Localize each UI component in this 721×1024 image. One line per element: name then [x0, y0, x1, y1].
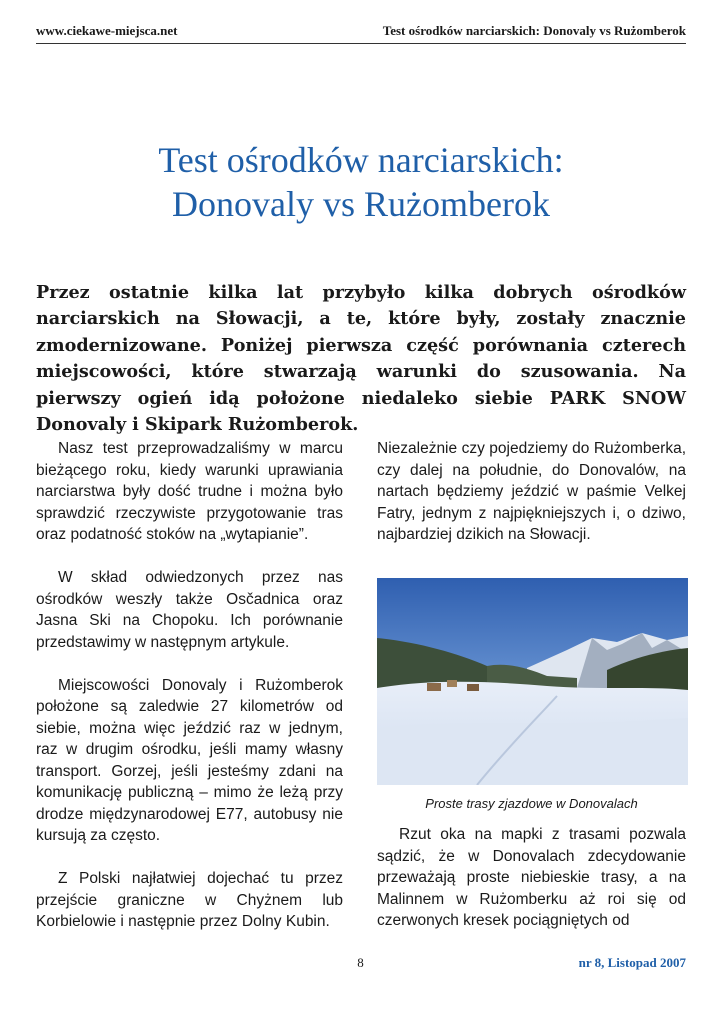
running-title: Test ośrodków narciarskich: Donovaly vs Rużomberok [382, 23, 686, 38]
article-lead: Przez ostatnie kilka lat przybyło kilka dobrych ośrodków narciarskich na Słowacji, a te, które były, zostały znacznie zmodernizowane. Poniżej pierwsza część porównania czterech miejscowości, które stwarzają warunki do szusowania. Na pierwszy ogień idą położone niedaleko siebie PARK SNOW Donovaly i Skipark Rużomberok. [36, 281, 686, 436]
article-title [36, 138, 686, 226]
paragraph: Nasz test przeprowadzaliśmy w marcu bieżącego roku, kiedy warunki uprawiania narciarstwa były dość trudne i można było sprawdzić rzeczywiste przygotowanie tras oraz podatność stoków na „wytapianie”. [36, 440, 343, 543]
photo-caption: Proste trasy zjazdowe w Donovalach [425, 796, 638, 811]
left-column [36, 438, 343, 954]
paragraph: Rzut oka na mapki z trasami pozwala sądzić, że w Donovalach zdecydowanie przeważają proste niebieskie trasy, a na Malinnem w Rużomberku aż roi się od czerwonych kresek pociągniętych od [377, 826, 686, 929]
paragraph: Miejscowości Donovaly i Rużomberok położone są zaledwie 27 kilometrów od siebie, można więc jeździć raz w jednym, raz w drugim ośrodku, jeśli mamy własny transport. Gorzej, jeśli jesteśmy zdani na komunikację publiczną – mimo że leżą przy drodze międzynarodowej E77, autobusy nie kursują za często. [36, 676, 343, 844]
issue-label: nr 8, Listopad 2007 [578, 955, 686, 970]
article-title-line1: Test ośrodków narciarskich: [158, 140, 564, 180]
paragraph: Niezależnie czy pojedziemy do Rużomberka, czy dalej na południe, do Donovalów, na nartach będziemy jeździć w paśmie Velkej Fatry, jednym z najpiękniejszych i, o dziwo, najbardziej dzikich na Słowacji. [377, 440, 686, 543]
article-title-line2: Donovaly vs Rużomberok [172, 184, 550, 224]
ski-slope-photo [377, 578, 688, 785]
paragraph: W skład odwiedzonych przez nas ośrodków weszły także Osčadnica oraz Jasna Ski na Chopoku. Ich porównanie przedstawimy w następnym artykule. [36, 569, 343, 651]
paragraph: Z Polski najłatwiej dojechać tu przez przejście graniczne w Chyżnem lub Korbielowie i następnie przez Dolny Kubin. [36, 870, 343, 930]
right-column-top [377, 438, 686, 546]
page-number: 8 [357, 955, 364, 970]
site-url[interactable]: www.ciekawe-miejsca.net [36, 23, 178, 38]
running-header [36, 23, 686, 44]
